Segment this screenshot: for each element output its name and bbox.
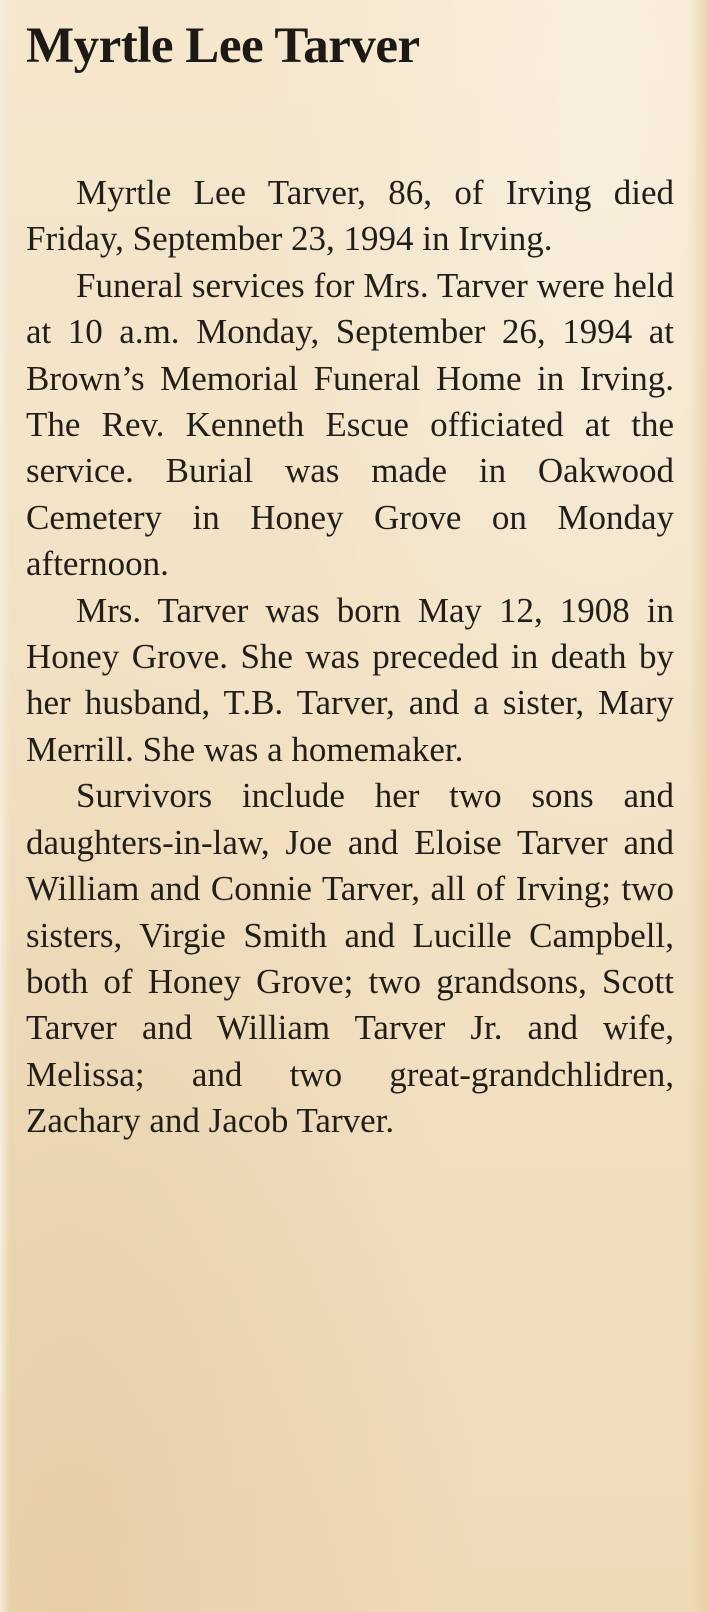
paragraph-biography: Mrs. Tarver was born May 12, 1908 in Honey Grove. She was preceded in death by her husband, T.B. Tarver, and a sister, Mary Merrill. She was a homemaker. (26, 590, 674, 769)
paragraph-death-notice: Myrtle Lee Tarver, 86, of Irving died Friday, September 23, 1994 in Irving. (26, 173, 674, 259)
paragraph-survivors: Survivors include her two sons and daughters-in-law, Joe and Eloise Tarver and William and Connie Tarver, all of Irving; two sisters, Virgie Smith and Lucille Campbell, both of Honey Grove; two grandsons, Scott Tarver and William Tarver Jr. and wife, Melissa; and two great-grandchlidren, Zachary and Jacob Tarver. (26, 776, 674, 1141)
paragraph-funeral-services: Funeral services for Mrs. Tarver were held at 10 a.m. Monday, September 26, 1994 at Brown’s Memorial Funeral Home in Irving. The Rev. Kenneth Escue officiated at the service. Burial was made in Oakwood Cemetery in Honey Grove on Monday afternoon. (26, 265, 674, 584)
obituary-body (26, 170, 674, 1145)
obituary-headline: Myrtle Lee Tarver (26, 18, 420, 74)
